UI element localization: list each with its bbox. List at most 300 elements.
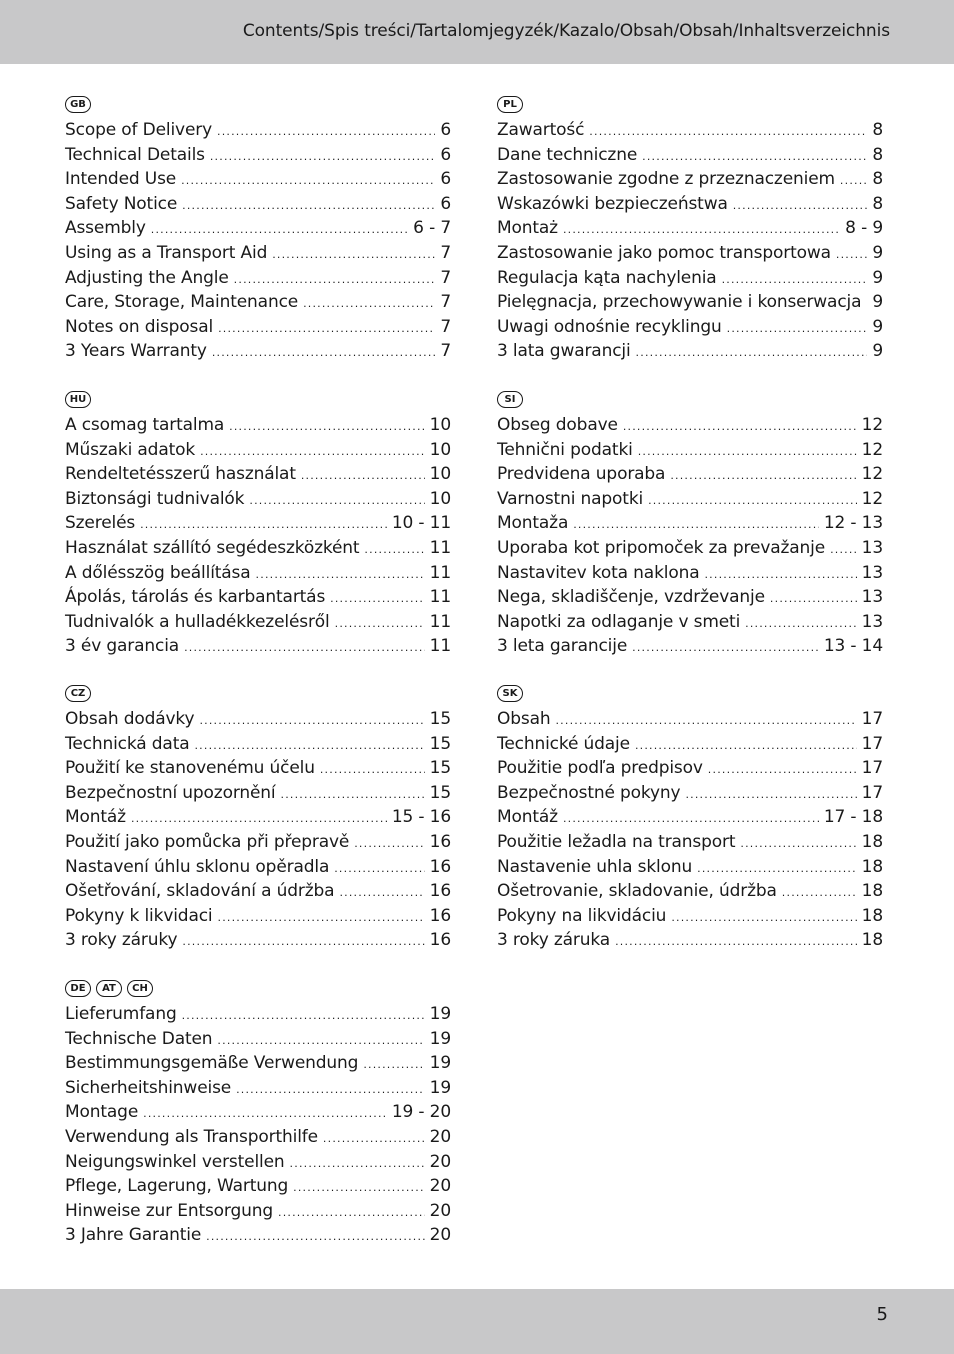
toc-entry-title: Použití ke stanovenému účelu	[65, 758, 315, 779]
toc-entry	[497, 218, 883, 243]
toc-entry	[65, 1004, 451, 1029]
toc-section-hu	[65, 391, 451, 661]
toc-entry-title: Obsah dodávky	[65, 709, 195, 729]
toc-entry-title: Sicherheitshinweise	[65, 1077, 232, 1098]
country-badges	[65, 96, 451, 115]
toc-entry-title: Technical Details	[65, 144, 205, 165]
toc-section-de	[65, 980, 451, 1250]
toc-section-cz	[65, 685, 451, 955]
toc-entry-page: 8	[872, 120, 883, 140]
toc-entry-title: 3 roky záruka	[497, 930, 611, 951]
toc-entry-title: Regulacja kąta nachylenia	[497, 267, 717, 288]
toc-entry-title: Pokyny k likvidaci	[65, 905, 213, 926]
toc-entry-page: 8 - 9	[845, 218, 883, 239]
toc-entry-page: 7	[440, 267, 451, 288]
dot-leader	[727, 322, 868, 335]
toc-entry-title: Pokyny na likvidáciu	[497, 905, 667, 926]
toc-entry-title: Zastosowanie zgodne z przeznaczeniem	[497, 169, 835, 190]
toc-entry-page: 18	[861, 831, 883, 852]
toc-entry-title: Notes on disposal	[65, 316, 214, 337]
toc-entry	[497, 709, 883, 734]
toc-entry-title: Montaż	[497, 218, 558, 239]
country-code-badge: AT	[96, 980, 122, 997]
toc-entry-page: 8	[872, 193, 883, 214]
toc-entry	[65, 292, 451, 317]
toc-entry	[497, 563, 883, 588]
toc-entry	[497, 783, 883, 808]
country-badges	[497, 391, 883, 410]
toc-entry-page: 17	[861, 782, 883, 803]
toc-entry-title: Nastavenie uhla sklonu	[497, 856, 693, 877]
toc-entry	[65, 415, 451, 440]
toc-entry	[65, 1127, 451, 1152]
dot-leader	[623, 420, 857, 433]
toc-entry-page: 10	[429, 464, 451, 485]
dot-leader	[685, 788, 856, 801]
toc-entry-title: 3 leta garancije	[497, 636, 628, 657]
toc-entry-page: 12	[861, 488, 883, 509]
toc-entry-title: Assembly	[65, 218, 146, 239]
toc-entry-title: Bezpečnostní upozornění	[65, 782, 276, 803]
dot-leader	[194, 739, 424, 752]
toc-entry-page: 15	[429, 758, 451, 779]
dot-leader	[364, 543, 424, 556]
toc-entry	[65, 268, 451, 293]
toc-entry	[65, 857, 451, 882]
dot-leader	[335, 617, 425, 630]
toc-entry-title: Montáž	[497, 807, 558, 828]
toc-entry	[65, 489, 451, 514]
dot-leader	[740, 837, 856, 850]
toc-entry-page: 18	[861, 881, 883, 902]
toc-entry	[65, 169, 451, 194]
dot-leader	[363, 1058, 424, 1071]
toc-entry-title: Nega, skladiščenje, vzdrževanje	[497, 587, 765, 608]
toc-entry-title: Scope of Delivery	[65, 120, 212, 140]
toc-entry	[65, 145, 451, 170]
toc-entry-title: Műszaki adatok	[65, 439, 196, 460]
toc-entry-page: 9	[872, 292, 883, 313]
toc-entry-page: 17	[861, 709, 883, 729]
toc-entry-page: 6	[440, 169, 451, 190]
toc-entry-page: 12 - 13	[823, 513, 883, 534]
dot-leader	[301, 469, 425, 482]
toc-entry	[497, 415, 883, 440]
toc-entry-title: Montáž	[65, 807, 126, 828]
dot-leader	[704, 568, 856, 581]
dot-leader	[615, 935, 857, 948]
toc-entry	[65, 218, 451, 243]
dot-leader	[199, 714, 424, 727]
toc-entry-page: 19	[429, 1004, 451, 1024]
dot-leader	[830, 543, 857, 556]
toc-entry-page: 15	[429, 733, 451, 754]
toc-entry-title: Obsah	[497, 709, 551, 729]
toc-entry	[65, 1152, 451, 1177]
toc-entry	[65, 563, 451, 588]
toc-entry-page: 20	[429, 1126, 451, 1147]
toc-entry-title: Uwagi odnośnie recyklingu	[497, 316, 722, 337]
dot-leader	[182, 1009, 425, 1022]
toc-entry-page: 8	[872, 144, 883, 165]
dot-leader	[217, 1034, 424, 1047]
toc-entry-page: 11	[429, 636, 451, 657]
toc-entry-title: Varnostni napotki	[497, 488, 644, 509]
dot-leader	[218, 911, 425, 924]
toc-entry-page: 20	[429, 1200, 451, 1221]
country-badges	[65, 391, 451, 410]
toc-entry-page: 13	[861, 537, 883, 558]
toc-section-si	[497, 391, 883, 661]
dot-leader	[218, 322, 435, 335]
dot-leader	[256, 568, 425, 581]
toc-entry-title: Rendeltetésszerű használat	[65, 464, 296, 485]
toc-list	[65, 709, 451, 955]
toc-entry-title: A dőlésszög beállítása	[65, 562, 251, 583]
toc-entry	[65, 341, 451, 366]
toc-entry	[497, 513, 883, 538]
toc-entry	[497, 612, 883, 637]
toc-entry	[65, 243, 451, 268]
toc-section-pl	[497, 96, 883, 366]
toc-entry-title: Adjusting the Angle	[65, 267, 229, 288]
toc-entry	[497, 440, 883, 465]
toc-entry	[65, 758, 451, 783]
dot-leader	[143, 1107, 387, 1120]
dot-leader	[323, 1132, 425, 1145]
country-code-badge: DE	[65, 980, 91, 997]
toc-entry	[65, 930, 451, 955]
toc-entry-title: Wskazówki bezpieczeństwa	[497, 193, 728, 214]
toc-entry	[65, 612, 451, 637]
dot-leader	[708, 763, 857, 776]
toc-entry-page: 13 - 14	[823, 636, 883, 657]
toc-entry-page: 9	[872, 316, 883, 337]
toc-entry	[497, 758, 883, 783]
toc-entry	[65, 832, 451, 857]
toc-entry	[65, 881, 451, 906]
toc-entry	[65, 807, 451, 832]
toc-entry	[497, 930, 883, 955]
toc-entry-title: Nastavitev kota naklona	[497, 562, 700, 583]
dot-leader	[140, 518, 387, 531]
toc-entry-page: 11	[429, 611, 451, 632]
toc-entry	[65, 709, 451, 734]
toc-entry-page: 10	[429, 415, 451, 435]
toc-entry	[65, 906, 451, 931]
dot-leader	[589, 125, 867, 138]
toc-entry	[65, 194, 451, 219]
dot-leader	[151, 223, 408, 236]
toc-entry-title: Care, Storage, Maintenance	[65, 292, 299, 313]
country-code-badge: HU	[65, 391, 91, 408]
toc-entry-title: Montaža	[497, 513, 569, 534]
dot-leader	[206, 1230, 425, 1243]
toc-entry-page: 6	[440, 144, 451, 165]
toc-list	[497, 120, 883, 366]
country-code-badge: CZ	[65, 685, 91, 702]
toc-entry-title: Obseg dobave	[497, 415, 618, 435]
toc-entry	[497, 832, 883, 857]
dot-leader	[217, 125, 435, 138]
toc-entry-title: Neigungswinkel verstellen	[65, 1151, 285, 1172]
toc-entry	[65, 783, 451, 808]
toc-entry-page: 19	[429, 1077, 451, 1098]
dot-leader	[670, 469, 856, 482]
toc-entry-page: 7	[440, 292, 451, 313]
dot-leader	[131, 812, 387, 825]
dot-leader	[642, 150, 867, 163]
dot-leader	[782, 886, 857, 899]
toc-entry-title: Bezpečnostné pokyny	[497, 782, 681, 803]
dot-leader	[200, 445, 425, 458]
dot-leader	[182, 199, 435, 212]
toc-entry-page: 10	[429, 439, 451, 460]
dot-leader	[278, 1206, 425, 1219]
toc-entry	[65, 317, 451, 342]
toc-entry	[65, 1102, 451, 1127]
toc-entry	[65, 120, 451, 145]
toc-entry-page: 11	[429, 587, 451, 608]
dot-leader	[210, 150, 435, 163]
dot-leader	[339, 886, 424, 899]
dot-leader	[770, 592, 857, 605]
toc-entry-page: 9	[872, 242, 883, 263]
toc-entry-title: Ošetrovanie, skladovanie, údržba	[497, 881, 777, 902]
toc-entry-title: Verwendung als Transporthilfe	[65, 1126, 318, 1147]
toc-entry-page: 12	[861, 439, 883, 460]
toc-entry	[497, 857, 883, 882]
toc-entry-title: Technische Daten	[65, 1028, 213, 1049]
toc-entry-page: 16	[429, 831, 451, 852]
dot-leader	[303, 297, 435, 310]
dot-leader	[249, 494, 424, 507]
toc-entry	[497, 145, 883, 170]
toc-entry	[497, 120, 883, 145]
toc-entry-page: 18	[861, 856, 883, 877]
toc-entry-title: 3 lata gwarancji	[497, 341, 631, 362]
toc-entry-page: 9	[872, 267, 883, 288]
toc-entry-title: Ápolás, tárolás és karbantartás	[65, 587, 326, 608]
toc-entry-title: 3 roky záruky	[65, 930, 178, 951]
toc-entry-page: 6	[440, 193, 451, 214]
country-code-badge: GB	[65, 96, 91, 113]
page-footer	[0, 1289, 954, 1354]
dot-leader	[745, 617, 857, 630]
toc-entry-page: 15 - 16	[391, 807, 451, 828]
toc-entry-page: 19	[429, 1028, 451, 1049]
toc-entry-title: 3 év garancia	[65, 636, 180, 657]
toc-entry-title: Technická data	[65, 733, 190, 754]
toc-entry	[497, 243, 883, 268]
toc-entry-page: 7	[440, 341, 451, 362]
dot-leader	[866, 297, 867, 310]
country-badges	[65, 980, 451, 999]
dot-leader	[234, 273, 436, 286]
toc-entry-page: 9	[872, 341, 883, 362]
toc-entry-page: 12	[861, 464, 883, 485]
toc-entry	[497, 807, 883, 832]
toc-entry-page: 13	[861, 587, 883, 608]
dot-leader	[272, 248, 435, 261]
toc-entry-page: 20	[429, 1176, 451, 1197]
toc-entry-page: 10	[429, 488, 451, 509]
toc-entry-title: Ošetřování, skladování a údržba	[65, 881, 335, 902]
toc-entry-page: 6	[440, 120, 451, 140]
toc-entry	[497, 906, 883, 931]
toc-entry-page: 13	[861, 562, 883, 583]
toc-entry-title: Použitie ležadla na transport	[497, 831, 736, 852]
toc-entry-title: Pielęgnacja, przechowywanie i konserwacja	[497, 292, 862, 313]
toc-entry-title: Intended Use	[65, 169, 177, 190]
toc-entry-page: 15	[429, 782, 451, 803]
toc-entry-title: Bestimmungsgemäße Verwendung	[65, 1053, 359, 1074]
toc-entry	[65, 636, 451, 661]
toc-entry	[65, 1201, 451, 1226]
toc-entry-page: 8	[872, 169, 883, 190]
toc-list	[497, 415, 883, 661]
toc-entry	[65, 464, 451, 489]
toc-entry-page: 19	[429, 1053, 451, 1074]
dot-leader	[293, 1181, 425, 1194]
dot-leader	[555, 714, 856, 727]
toc-entry	[65, 513, 451, 538]
toc-entry-title: 3 Years Warranty	[65, 341, 207, 362]
dot-leader	[563, 223, 840, 236]
page-header	[0, 0, 954, 64]
toc-entry	[497, 881, 883, 906]
dot-leader	[722, 273, 868, 286]
toc-entry-title: Predvidena uporaba	[497, 464, 666, 485]
country-code-badge: PL	[497, 96, 523, 113]
dot-leader	[212, 346, 436, 359]
toc-section-sk	[497, 685, 883, 955]
toc-entry	[65, 1053, 451, 1078]
toc-list	[65, 1004, 451, 1250]
toc-entry-page: 10 - 11	[391, 513, 451, 534]
toc-entry	[65, 734, 451, 759]
toc-entry	[497, 268, 883, 293]
toc-entry-title: Montage	[65, 1102, 139, 1123]
toc-entry-page: 16	[429, 856, 451, 877]
toc-entry	[497, 587, 883, 612]
dot-leader	[648, 494, 857, 507]
toc-entry	[497, 636, 883, 661]
toc-entry-title: Pflege, Lagerung, Wartung	[65, 1176, 289, 1197]
dot-leader	[281, 788, 425, 801]
toc-entry	[65, 1078, 451, 1103]
dot-leader	[636, 346, 868, 359]
toc-entry	[65, 1176, 451, 1201]
toc-entry-page: 11	[429, 537, 451, 558]
dot-leader	[635, 739, 857, 752]
toc-entry-title: Použitie podľa predpisov	[497, 758, 703, 779]
toc-entry-page: 16	[429, 930, 451, 951]
dot-leader	[733, 199, 868, 212]
toc-entry-title: Hinweise zur Entsorgung	[65, 1200, 273, 1221]
toc-entry	[497, 464, 883, 489]
dot-leader	[330, 592, 425, 605]
country-badges	[65, 685, 451, 704]
dot-leader	[573, 518, 819, 531]
dot-leader	[334, 862, 424, 875]
dot-leader	[236, 1083, 425, 1096]
toc-entry-page: 17 - 18	[823, 807, 883, 828]
country-badges	[497, 685, 883, 704]
dot-leader	[229, 420, 425, 433]
dot-leader	[697, 862, 857, 875]
dot-leader	[182, 935, 424, 948]
dot-leader	[181, 174, 435, 187]
country-code-badge: CH	[127, 980, 153, 997]
toc-entry	[65, 1029, 451, 1054]
toc-entry	[65, 440, 451, 465]
toc-entry-title: Szerelés	[65, 513, 136, 534]
toc-entry	[497, 169, 883, 194]
toc-entry-page: 18	[861, 930, 883, 951]
dot-leader	[354, 837, 424, 850]
toc-entry	[497, 341, 883, 366]
toc-entry	[65, 538, 451, 563]
header-title: Contents/Spis treści/Tartalomjegyzék/Kazalo/Obsah/Obsah/Inhaltsverzeichnis	[242, 21, 890, 41]
dot-leader	[632, 641, 819, 654]
toc-entry-page: 19 - 20	[391, 1102, 451, 1123]
toc-entry-page: 17	[861, 758, 883, 779]
toc-entry-title: Zawartość	[497, 120, 585, 140]
toc-list	[65, 415, 451, 661]
country-code-badge: SK	[497, 685, 523, 702]
toc-entry-title: Biztonsági tudnivalók	[65, 488, 245, 509]
toc-entry-page: 16	[429, 905, 451, 926]
toc-entry-title: Použití jako pomůcka při přepravě	[65, 831, 350, 852]
toc-entry-page: 13	[861, 611, 883, 632]
dot-leader	[671, 911, 856, 924]
toc-entry	[497, 734, 883, 759]
toc-list	[65, 120, 451, 366]
toc-entry-title: A csomag tartalma	[65, 415, 225, 435]
toc-entry-page: 12	[861, 415, 883, 435]
toc-entry-page: 6 - 7	[413, 218, 451, 239]
page-number: 5	[876, 1304, 888, 1325]
toc-section-gb	[65, 96, 451, 366]
toc-entry-page: 7	[440, 316, 451, 337]
toc-entry	[497, 292, 883, 317]
toc-entry-page: 18	[861, 905, 883, 926]
toc-entry-page: 20	[429, 1151, 451, 1172]
toc-entry-page: 16	[429, 881, 451, 902]
toc-entry-title: Uporaba kot pripomoček za prevažanje	[497, 537, 826, 558]
toc-entry-title: Zastosowanie jako pomoc transportowa	[497, 242, 831, 263]
toc-entry-page: 7	[440, 242, 451, 263]
country-code-badge: SI	[497, 391, 523, 408]
toc-entry-title: Tudnivalók a hulladékkezelésről	[65, 611, 330, 632]
toc-entry-title: Dane techniczne	[497, 144, 638, 165]
dot-leader	[290, 1157, 425, 1170]
dot-leader	[638, 445, 857, 458]
toc-entry-title: 3 Jahre Garantie	[65, 1225, 202, 1246]
country-badges	[497, 96, 883, 115]
dot-leader	[840, 174, 867, 187]
toc-entry	[497, 489, 883, 514]
toc-entry-title: Nastavení úhlu sklonu opěradla	[65, 856, 330, 877]
toc-entry-page: 17	[861, 733, 883, 754]
toc-entry	[497, 317, 883, 342]
dot-leader	[563, 812, 819, 825]
dot-leader	[836, 248, 867, 261]
toc-entry	[65, 1225, 451, 1250]
toc-entry-title: Safety Notice	[65, 193, 178, 214]
toc-entry	[65, 587, 451, 612]
